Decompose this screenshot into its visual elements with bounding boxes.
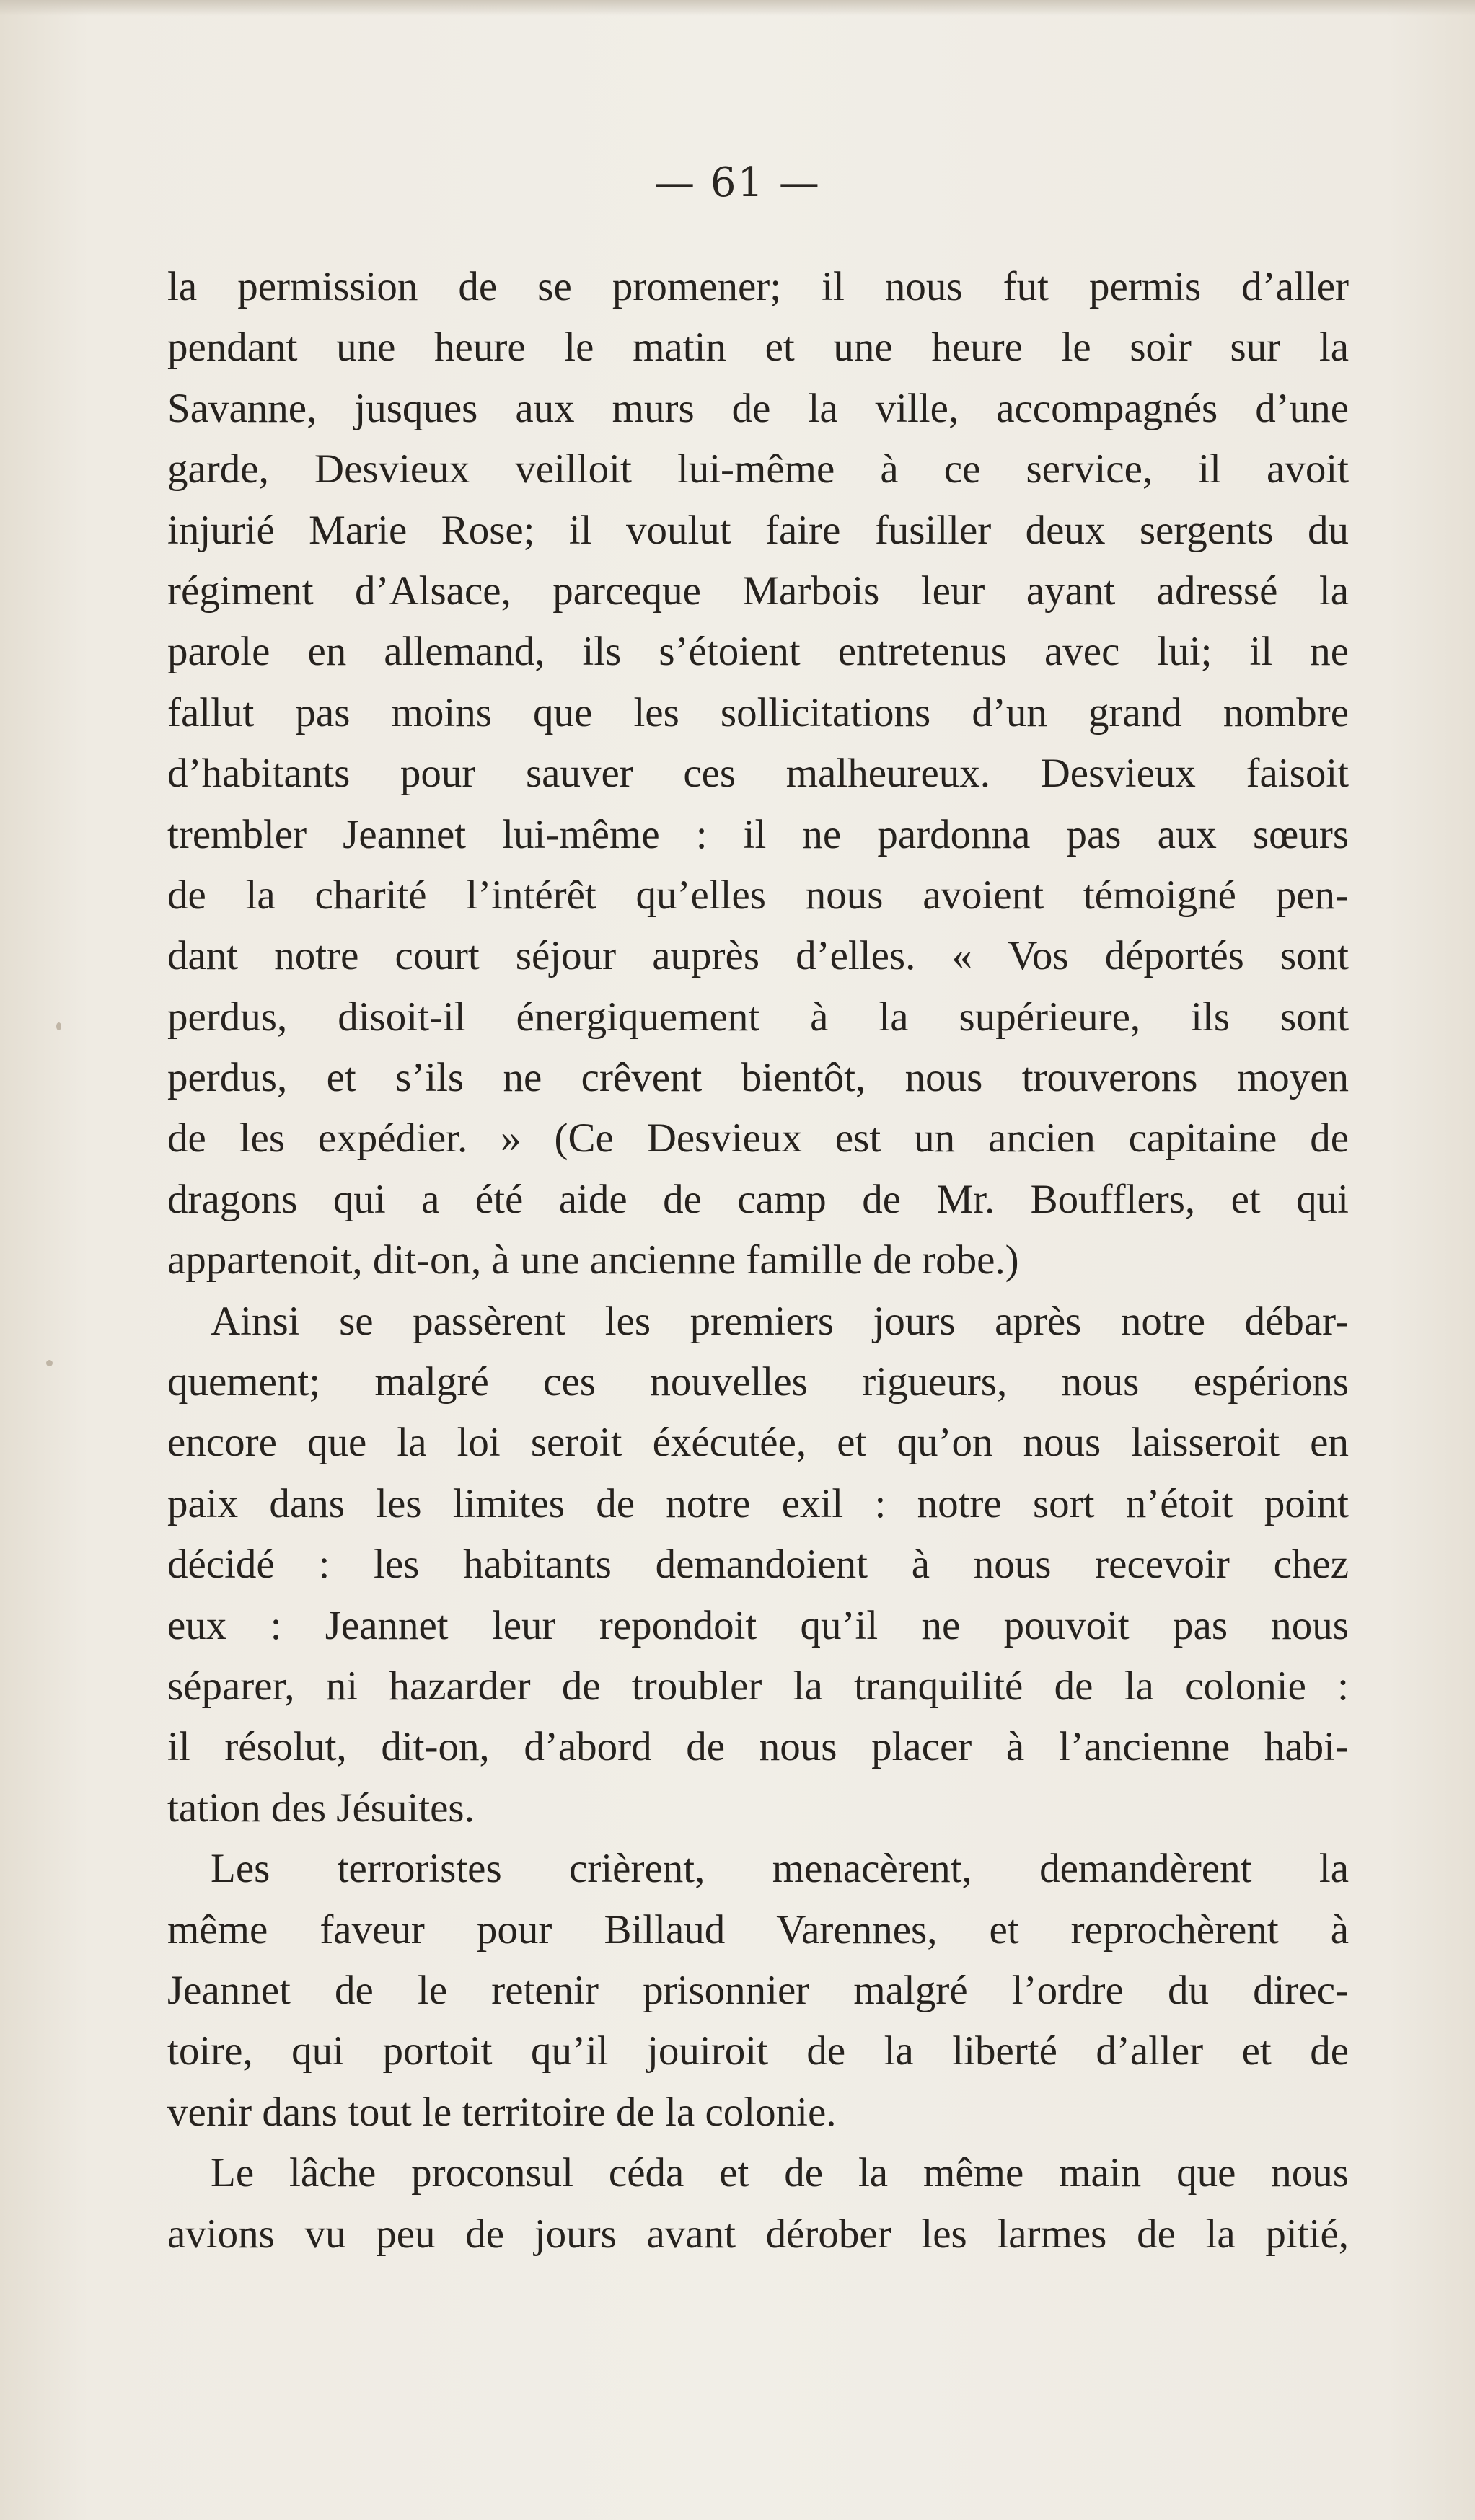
text-line: Le lâche proconsul céda et de la même main que nous [211, 2150, 1349, 2196]
text-line: de la charité l’intérêt qu’elles nous avoient témoigné pen- [167, 872, 1349, 918]
text-line: dant notre court séjour auprès d’elles. « Vos déportés sont [167, 933, 1349, 979]
paragraph-4 [167, 2143, 1349, 2265]
text-line: dragons qui a été aide de camp de Mr. Boufflers, et qui [167, 1176, 1349, 1222]
text-line: encore que la loi seroit éxécutée, et qu’on nous laisseroit en [167, 1420, 1349, 1466]
text-line: paix dans les limites de notre exil : notre sort n’étoit point [167, 1480, 1349, 1526]
text-line: parole en allemand, ils s’étoient entretenus avec lui; il ne [167, 629, 1349, 675]
paragraph-2 [167, 1291, 1349, 1839]
text-line: tation des Jésuites. [167, 1785, 475, 1831]
text-line: décidé : les habitants demandoient à nous recevoir chez [167, 1542, 1349, 1588]
text-line: trembler Jeannet lui-même : il ne pardonna pas aux sœurs [167, 811, 1349, 857]
text-line: de les expédier. » (Ce Desvieux est un ancien capitaine de [167, 1115, 1349, 1162]
paragraph-3 [167, 1839, 1349, 2143]
text-line: perdus, et s’ils ne crêvent bientôt, nous trouverons moyen [167, 1055, 1349, 1101]
text-line: quement; malgré ces nouvelles rigueurs, nous espérions [167, 1359, 1349, 1405]
text-line: Jeannet de le retenir prisonnier malgré l’ordre du direc- [167, 1967, 1349, 2013]
paper-blemish [46, 1360, 53, 1366]
paragraph-1 [167, 257, 1349, 1291]
text-line: la permission de se promener; il nous fut permis d’aller [167, 264, 1349, 309]
text-line: fallut pas moins que les sollicitations d’un grand nombre [167, 689, 1349, 735]
text-line: injurié Marie Rose; il voulut faire fusiller deux sergents du [167, 507, 1349, 553]
text-line: appartenoit, dit-on, à une ancienne famille de robe.) [167, 1237, 1019, 1283]
body-text [167, 257, 1349, 2265]
text-line: séparer, ni hazarder de troubler la tranquilité de la colonie : [167, 1663, 1349, 1709]
paper-blemish [56, 1022, 61, 1030]
text-line: Savanne, jusques aux murs de la ville, accompagnés d’une [167, 385, 1349, 431]
text-line: garde, Desvieux veilloit lui-même à ce service, il avoit [167, 446, 1349, 492]
text-line: Ainsi se passèrent les premiers jours après notre débar- [211, 1298, 1349, 1344]
text-line: eux : Jeannet leur repondoit qu’il ne pouvoit pas nous [167, 1602, 1349, 1648]
text-line: d’habitants pour sauver ces malheureux. Desvieux faisoit [167, 751, 1349, 797]
text-line: avions vu peu de jours avant dérober les larmes de la pitié, [167, 2211, 1349, 2257]
text-line: régiment d’Alsace, parceque Marbois leur ayant adressé la [167, 567, 1349, 614]
page-number: — 61 — [654, 159, 821, 206]
text-line: même faveur pour Billaud Varennes, et reprochèrent à [167, 1906, 1349, 1953]
text-line: toire, qui portoit qu’il jouiroit de la liberté d’aller et de [167, 2028, 1349, 2074]
text-line: pendant une heure le matin et une heure le soir sur la [167, 324, 1349, 371]
text-line: venir dans tout le territoire de la colonie. [167, 2089, 837, 2135]
text-line: Les terroristes crièrent, menacèrent, demandèrent la [211, 1846, 1349, 1892]
text-line: il résolut, dit-on, d’abord de nous placer à l’ancienne habi- [167, 1724, 1349, 1770]
text-line: perdus, disoit-il énergiquement à la supérieure, ils sont [167, 994, 1349, 1040]
